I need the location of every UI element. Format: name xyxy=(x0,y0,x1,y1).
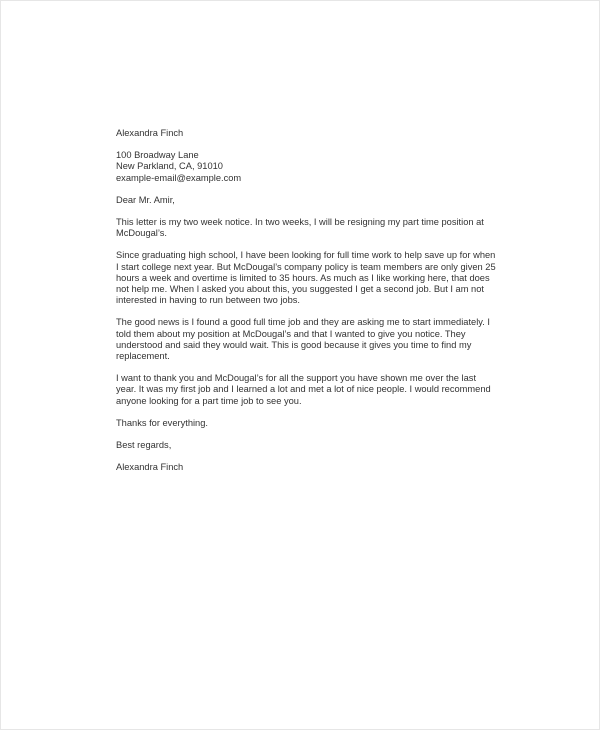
paragraph-new-job: The good news is I found a good full time job and they are asking me to start immediately. I told them about my position at McDougal’s and that I wanted to give you notice. They understood and said they would wait. This is good because it gives you time to find my replacement. xyxy=(116,317,490,362)
signature-name: Alexandra Finch xyxy=(116,462,184,473)
address-street: 100 Broadway Lane xyxy=(116,150,199,161)
sender-name: Alexandra Finch xyxy=(116,128,184,138)
paragraph-thanks: I want to thank you and McDougal’s for all the support you have shown me over the last year. It was my first job and I learned a lot and met a lot of nice people. I would recommend anyone looking for a part time job to see you. xyxy=(116,373,491,406)
sender-address xyxy=(116,150,496,184)
paragraph-notice: This letter is my two week notice. In two weeks, I will be resigning my part time position at McDougal’s. xyxy=(116,217,484,239)
paragraph-reason: Since graduating high school, I have been looking for full time work to help save up for when I start college next year. But McDougal’s company policy is team members are only given 25 hours a week and overtime is limited to 35 hours. As much as I like working here, that does not help me. When I asked you about this, you suggested I get a second job. But I am not interested in having to run between two jobs. xyxy=(116,250,496,306)
address-city: New Parkland, CA, 91010 xyxy=(116,161,223,172)
address-email: example-email@example.com xyxy=(116,172,242,183)
closing-line: Thanks for everything. xyxy=(116,417,208,428)
signoff: Best regards, xyxy=(116,440,172,451)
salutation: Dear Mr. Amir, xyxy=(116,194,175,205)
resignation-letter xyxy=(116,128,496,473)
